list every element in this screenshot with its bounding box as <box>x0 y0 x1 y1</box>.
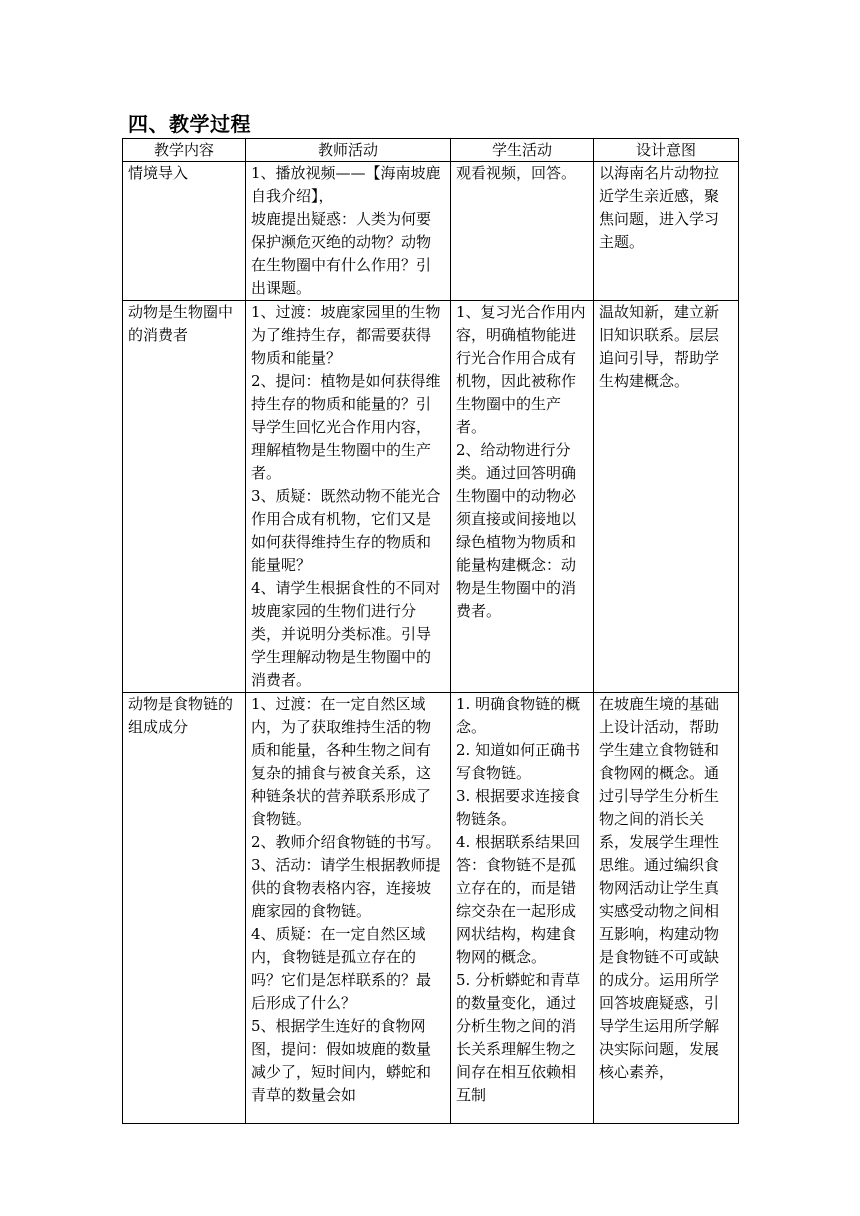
cell-content-text: 动物是生物圈中的消费者 <box>128 303 234 344</box>
cell-content <box>123 301 246 693</box>
header-student: 学生活动 <box>451 139 594 162</box>
cell-intent <box>594 162 739 301</box>
cell-content <box>123 693 246 1124</box>
cell-teacher <box>246 693 451 1124</box>
cell-intent-text: 温故知新，建立新旧知识联系。层层追问引导，帮助学生构建概念。 <box>599 303 720 390</box>
cell-student-text: 1. 明确食物链的概念。 2. 知道如何正确书写食物链。 3. 根据要求连接食物链条。 4. 根据联系结果回答：食物链不是孤立存在的，而是错综交杂在一起形成网状结构，构建食物网的概念。 5. 分析蟒蛇和青草的数量变化，通过分析生物之间的消长关系理解生物之间存在相互依赖相互制 <box>456 695 581 1104</box>
cell-content <box>123 162 246 301</box>
cell-intent <box>594 693 739 1124</box>
table-row <box>123 301 739 693</box>
cell-intent-text: 在坡鹿生境的基础上设计活动，帮助学生建立食物链和食物网的概念。通过引导学生分析生物之间的消长关系，发展学生理性思维。通过编织食物网活动让学生真实感受动物之间相互影响，构建动物是食物链不可或缺的成分。运用所学回答坡鹿疑惑，引导学生运用所学解决实际问题，发展核心素养， <box>599 695 720 1081</box>
cell-student <box>451 162 594 301</box>
cell-intent-text: 以海南名片动物拉近学生亲近感，聚焦问题，进入学习主题。 <box>599 164 720 251</box>
header-intent: 设计意图 <box>594 139 739 162</box>
cell-teacher-text: 1、过渡：坡鹿家园里的生物为了维持生存，都需要获得物质和能量？ 2、提问：植物是如何获得维持生存的物质和能量的？引导学生回忆光合作用内容，理解植物是生物圈中的生产者。 3、质疑：既然动物不能光合作用合成有机物，它们又是如何获得维持生存的物质和能量呢？ 4、请学生根据食性的不同对坡鹿家园的生物们进行分类，并说明分类标准。引导学生理解动物是生物圈中的消费者。 <box>251 303 441 689</box>
header-teacher: 教师活动 <box>246 139 451 162</box>
table-row <box>123 162 739 301</box>
cell-intent <box>594 301 739 693</box>
cell-teacher <box>246 301 451 693</box>
cell-content-text: 动物是食物链的组成成分 <box>128 695 234 736</box>
cell-student-text: 1、复习光合作用内容，明确植物能进行光合作用合成有机物，因此被称作生物圈中的生产者。 2、给动物进行分类。通过回答明确生物圈中的动物必须直接或间接地以绿色植物为物质和能量构建概念：动物是生物圈中的消费者。 <box>456 303 586 620</box>
cell-student <box>451 693 594 1124</box>
section-title: 四、教学过程 <box>128 112 251 136</box>
table-row <box>123 693 739 1124</box>
cell-teacher-text: 1、播放视频——【海南坡鹿自我介绍】， 坡鹿提出疑惑：人类为何要保护濒危灭绝的动物？动物在生物圈中有什么作用？引出课题。 <box>251 164 441 297</box>
header-content: 教学内容 <box>123 139 246 162</box>
cell-student <box>451 301 594 693</box>
teaching-process-table <box>122 138 739 1124</box>
cell-teacher-text: 1、过渡：在一定自然区域内，为了获取维持生活的物质和能量，各种生物之间有复杂的捕食与被食关系，这种链条状的营养联系形成了食物链。 2、教师介绍食物链的书写。 3、活动：请学生根据教师提供的食物表格内容，连接坡鹿家园的食物链。 4、质疑：在一定自然区域内，食物链是孤立存在的吗？它们是怎样联系的？最后形成了什么？ 5、根据学生连好的食物网图，提问：假如坡鹿的数量减少了，短时间内，蟒蛇和青草的数量会如 <box>251 695 441 1104</box>
cell-teacher <box>246 162 451 301</box>
cell-student-text: 观看视频，回答。 <box>456 164 577 182</box>
table-header-row <box>123 139 739 162</box>
cell-content-text: 情境导入 <box>128 164 189 182</box>
